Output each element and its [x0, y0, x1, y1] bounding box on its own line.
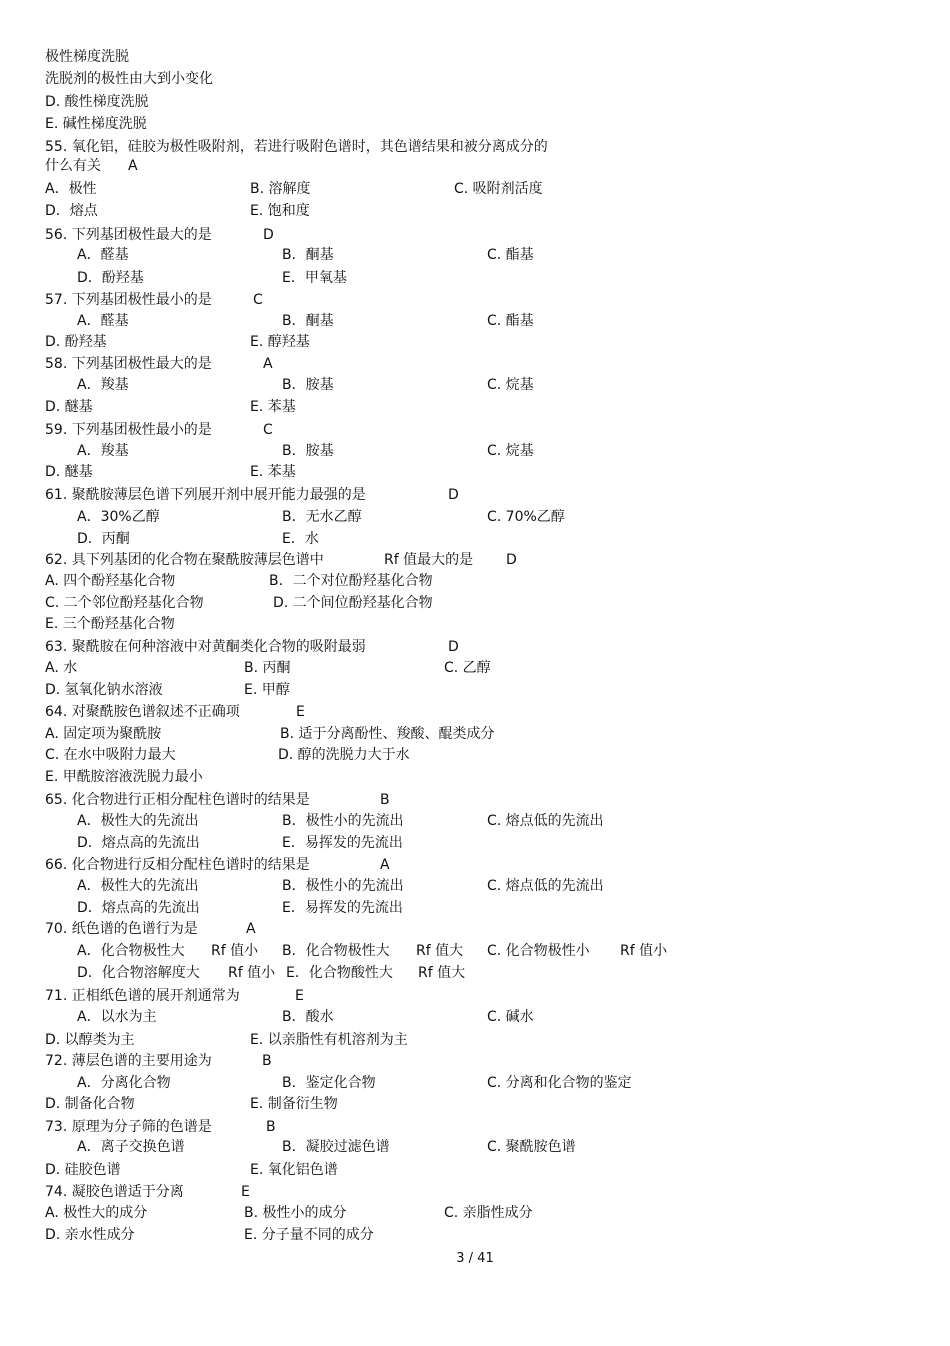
line-segment: Rf 值小	[228, 965, 276, 981]
line-text: D．熔点	[45, 203, 98, 219]
line-text: D．熔点高的先流出	[77, 900, 200, 916]
line-segment: B. 丙酮	[244, 660, 291, 676]
line-segment: B．极性小的先流出	[282, 813, 404, 829]
line-segment: D. 醇的洗脱力大于水	[278, 747, 410, 763]
line-text: 洗脱剂的极性由大到小变化	[45, 71, 213, 87]
line-text: A. 四个酚羟基化合物	[45, 573, 176, 589]
line-segment: Rf 值小	[211, 943, 259, 959]
line-text: D．熔点高的先流出	[77, 835, 200, 851]
line-text: E. 碱性梯度洗脱	[45, 116, 147, 132]
line-text: A. 极性大的成分	[45, 1205, 148, 1221]
line-segment: E	[296, 704, 305, 720]
page-number: 3 / 41	[456, 1251, 494, 1266]
line-text: D. 以醇类为主	[45, 1032, 135, 1048]
line-text: A．极性大的先流出	[77, 878, 199, 894]
line-segment: E．水	[282, 531, 319, 547]
line-segment: B. 适于分离酚性、羧酸、醌类成分	[280, 726, 495, 742]
line-segment: E. 氧化铝色谱	[250, 1162, 338, 1178]
line-segment: C. 烷基	[487, 377, 534, 393]
line-segment: C. 酯基	[487, 313, 534, 329]
line-segment: A	[246, 921, 256, 937]
line-text: C. 二个邻位酚羟基化合物	[45, 595, 204, 611]
line-segment: C. 亲脂性成分	[444, 1205, 533, 1221]
line-text: A．以水为主	[77, 1009, 157, 1025]
line-segment: B	[266, 1119, 276, 1135]
line-segment: E. 甲醇	[244, 682, 290, 698]
line-text: 66. 化合物进行反相分配柱色谱时的结果是	[45, 857, 310, 873]
line-text: 65. 化合物进行正相分配柱色谱时的结果是	[45, 792, 310, 808]
line-text: 62. 具下列基团的化合物在聚酰胺薄层色谱中	[45, 552, 324, 568]
line-text: 59. 下列基团极性最小的是	[45, 422, 212, 438]
line-segment: B. 极性小的成分	[244, 1205, 347, 1221]
line-segment: C. 聚酰胺色谱	[487, 1139, 576, 1155]
line-segment: B．胺基	[282, 377, 334, 393]
line-text: A．极性	[45, 181, 97, 197]
line-segment: A	[263, 356, 273, 372]
line-text: D．化合物溶解度大	[77, 965, 200, 981]
line-text: 70. 纸色谱的色谱行为是	[45, 921, 198, 937]
line-segment: B．二个对位酚羟基化合物	[269, 573, 433, 589]
line-text: 56. 下列基团极性最大的是	[45, 227, 212, 243]
line-segment: C	[263, 422, 273, 438]
line-segment: D	[506, 552, 517, 568]
line-text: A．羧基	[77, 377, 129, 393]
line-segment: C. 酯基	[487, 247, 534, 263]
line-segment: E. 以亲脂性有机溶剂为主	[250, 1032, 408, 1048]
line-segment: Rf 值大	[418, 965, 466, 981]
line-text: 73. 原理为分子筛的色谱是	[45, 1119, 212, 1135]
line-text: 什么有关	[45, 158, 101, 174]
line-segment: B	[262, 1053, 272, 1069]
line-segment: E. 制备衍生物	[250, 1096, 338, 1112]
line-segment: B．化合物极性大	[282, 943, 390, 959]
line-segment: C	[253, 292, 263, 308]
line-segment: Rf 值大	[416, 943, 464, 959]
line-text: E. 三个酚羟基化合物	[45, 616, 175, 632]
line-text: A. 固定项为聚酰胺	[45, 726, 162, 742]
line-text: D. 亲水性成分	[45, 1227, 135, 1243]
line-text: 72. 薄层色谱的主要用途为	[45, 1053, 212, 1069]
line-segment: C. 熔点低的先流出	[487, 813, 604, 829]
line-text: A．醛基	[77, 247, 129, 263]
line-segment: C. 70%乙醇	[487, 509, 565, 525]
line-text: 64. 对聚酰胺色谱叙述不正确项	[45, 704, 240, 720]
line-text: A. 水	[45, 660, 78, 676]
line-text: D. 醚基	[45, 464, 93, 480]
line-text: 74. 凝胶色谱适于分离	[45, 1184, 184, 1200]
line-segment: C. 吸附剂活度	[454, 181, 543, 197]
line-segment: Rf 值最大的是	[384, 552, 474, 568]
line-segment: C. 化合物极性小	[487, 943, 590, 959]
line-text: A．30%乙醇	[77, 509, 160, 525]
line-segment: E	[241, 1184, 250, 1200]
line-segment: B．极性小的先流出	[282, 878, 404, 894]
line-segment: E．化合物酸性大	[286, 965, 393, 981]
line-segment: E. 饱和度	[250, 203, 310, 219]
line-segment: A	[380, 857, 390, 873]
line-segment: E. 醇羟基	[250, 334, 310, 350]
line-text: A．极性大的先流出	[77, 813, 199, 829]
line-text: 61. 聚酰胺薄层色谱下列展开剂中展开能力最强的是	[45, 487, 366, 503]
line-segment: C. 烷基	[487, 443, 534, 459]
line-segment: B．酸水	[282, 1009, 334, 1025]
line-segment: B．无水乙醇	[282, 509, 362, 525]
line-text: D．丙酮	[77, 531, 130, 547]
line-segment: E. 分子量不同的成分	[244, 1227, 374, 1243]
line-text: D．酚羟基	[77, 270, 144, 286]
line-segment: B．酮基	[282, 313, 334, 329]
line-segment: E. 苯基	[250, 399, 296, 415]
line-text: D. 硅胶色谱	[45, 1162, 121, 1178]
line-segment: B．凝胶过滤色谱	[282, 1139, 390, 1155]
line-text: D. 酸性梯度洗脱	[45, 94, 149, 110]
line-text: C. 在水中吸附力最大	[45, 747, 176, 763]
line-segment: C. 碱水	[487, 1009, 534, 1025]
line-text: A．羧基	[77, 443, 129, 459]
line-segment: D	[263, 227, 274, 243]
line-segment: B	[380, 792, 390, 808]
line-text: D. 酚羟基	[45, 334, 107, 350]
line-segment: B．酮基	[282, 247, 334, 263]
line-text: D. 制备化合物	[45, 1096, 135, 1112]
line-text: 57. 下列基团极性最小的是	[45, 292, 212, 308]
line-segment: Rf 值小	[620, 943, 668, 959]
line-text: A．醛基	[77, 313, 129, 329]
line-segment: D. 二个间位酚羟基化合物	[273, 595, 433, 611]
line-segment: B．鉴定化合物	[282, 1075, 376, 1091]
line-segment: E．甲氧基	[282, 270, 347, 286]
line-text: A．分离化合物	[77, 1075, 171, 1091]
line-segment: E. 苯基	[250, 464, 296, 480]
line-text: 58. 下列基团极性最大的是	[45, 356, 212, 372]
line-text: A．离子交换色谱	[77, 1139, 185, 1155]
line-text: D. 醚基	[45, 399, 93, 415]
line-text: 极性梯度洗脱	[45, 49, 129, 65]
line-text: 63. 聚酰胺在何种溶液中对黄酮类化合物的吸附最弱	[45, 639, 366, 655]
line-segment: E	[295, 988, 304, 1004]
line-segment: B. 溶解度	[250, 181, 311, 197]
line-text: 71. 正相纸色谱的展开剂通常为	[45, 988, 240, 1004]
line-text: A．化合物极性大	[77, 943, 185, 959]
line-segment: E．易挥发的先流出	[282, 900, 403, 916]
line-segment: E．易挥发的先流出	[282, 835, 403, 851]
line-segment: C. 分离和化合物的鉴定	[487, 1075, 632, 1091]
line-segment: D	[448, 487, 459, 503]
line-segment: A	[128, 158, 138, 174]
line-segment: D	[448, 639, 459, 655]
line-segment: C. 熔点低的先流出	[487, 878, 604, 894]
line-text: 55. 氧化铝，硅胶为极性吸附剂，若进行吸附色谱时，其色谱结果和被分离成分的	[45, 139, 548, 155]
line-segment: C. 乙醇	[444, 660, 491, 676]
line-segment: B．胺基	[282, 443, 334, 459]
line-text: D. 氢氧化钠水溶液	[45, 682, 163, 698]
line-text: E. 甲酰胺溶液洗脱力最小	[45, 769, 203, 785]
